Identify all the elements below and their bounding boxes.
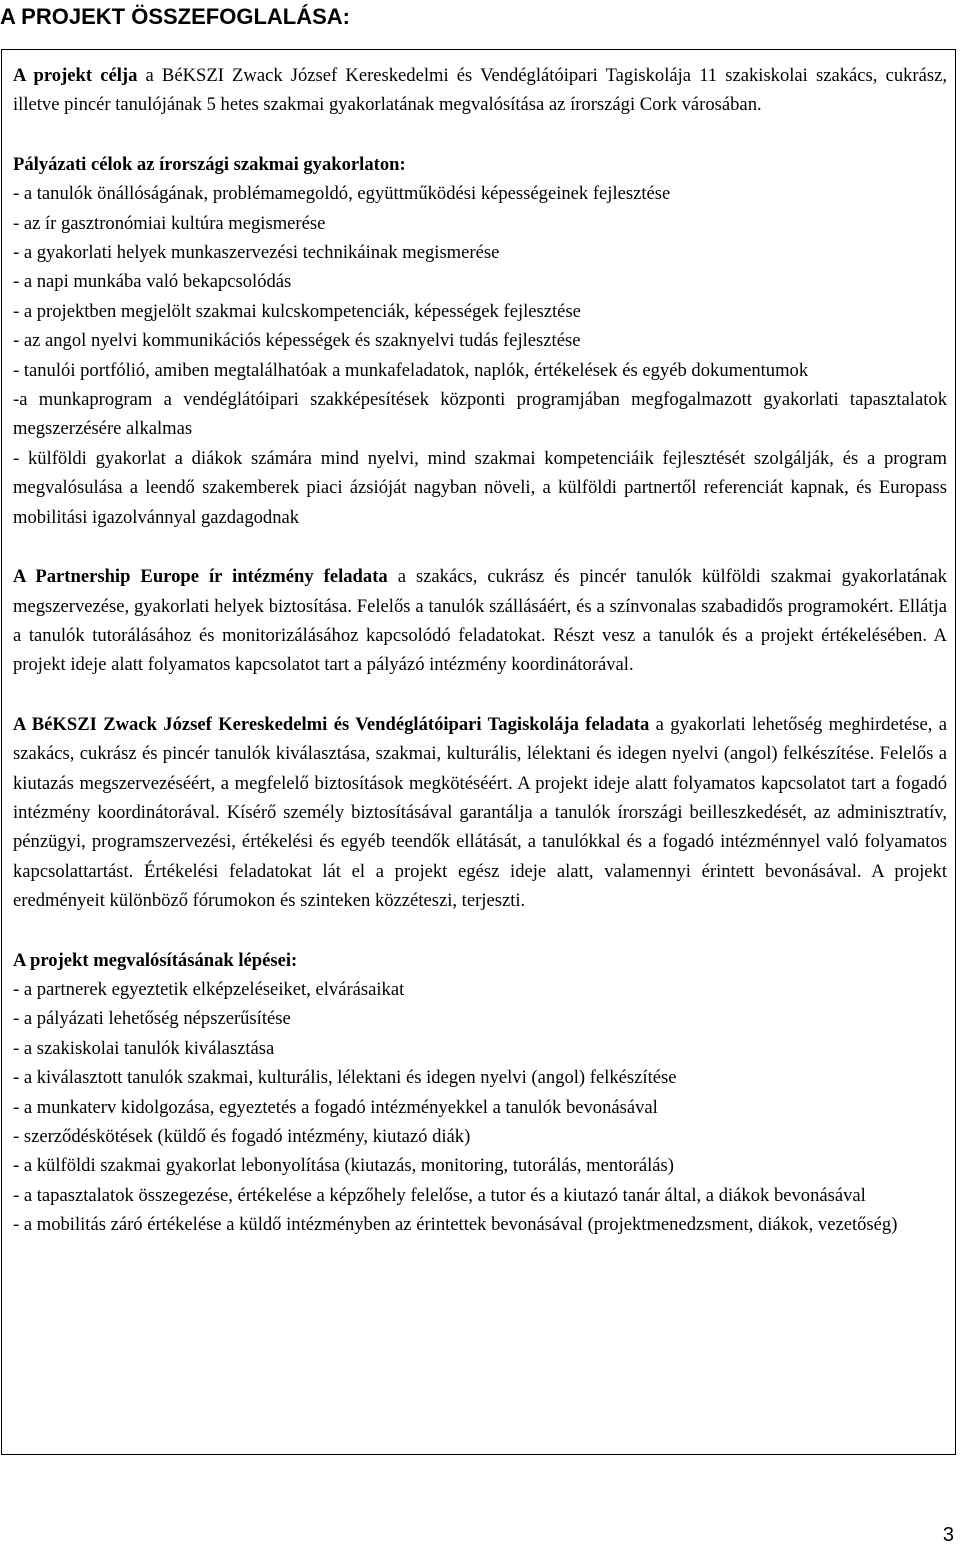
list-item: - az ír gasztronómiai kultúra megismerése: [13, 212, 326, 234]
partner-text: a szakács, cukrász és pincér tanulók külföldi szakmai gyakorlatának megszervezése, gyakorlati helyek biztosítása. Felelős a tanulók szállásáért, és a színvonalas szabadidős programokért. Ellátja a tanulók tutorálásához és monitorizálásához kapcsolódó feladatokat. Részt vesz a tanulók és a projekt értékelésében. A projekt ideje alatt folyamatos kapcsolatot tart a pályázó intézmény koordinátorával.: [13, 566, 947, 676]
goal-label: A projekt célja: [13, 65, 138, 86]
page-number: 3: [942, 1524, 954, 1546]
list-item: - a szakiskolai tanulók kiválasztása: [13, 1037, 275, 1059]
goal-text: a BéKSZI Zwack József Kereskedelmi és Vendéglátóipari Tagiskolája 11 szakiskolai szakács, cukrász, illetve pincér tanulójának 5 hetes szakmai gyakorlatának megvalósítása az írországi Cork városában.: [13, 65, 947, 116]
list-item: -a munkaprogram a vendéglátóipari szakképesítések központi programjában megfogalmazott gyakorlati tapasztalatok megszerzésére alkalmas: [13, 389, 947, 440]
list-item: - a partnerek egyeztetik elképzeléseiket, elvárásaikat: [13, 978, 405, 1000]
partner-paragraph: [13, 562, 947, 680]
list-item: - tanulói portfólió, amiben megtalálhatóak a munkafeladatok, naplók, értékelések és egyéb dokumentumok: [13, 359, 809, 381]
list-item: - külföldi gyakorlat a diákok számára mind nyelvi, mind szakmai kompetenciáik fejlesztését szolgálják, és a program megvalósulása a leendő szakemberek piaci ázsióját nagyban növeli, a külföldi partnertől referenciát kapnak, és Europass mobilitási igazolvánnyal gazdagodnak: [13, 447, 947, 528]
summary-content: [13, 61, 947, 1240]
list-item: - szerződéskötések (küldő és fogadó intézmény, kiutazó diák): [13, 1126, 471, 1147]
list-item: - a kiválasztott tanulók szakmai, kulturális, lélektani és idegen nyelvi (angol) felkészítése: [13, 1067, 677, 1089]
steps-title: A projekt megvalósításának lépései:: [13, 949, 298, 971]
school-label: A BéKSZI Zwack József Kereskedelmi és Vendéglátóipari Tagiskolája feladata: [13, 713, 650, 735]
list-item: - a gyakorlati helyek munkaszervezési technikáinak megismerése: [13, 242, 500, 264]
list-item: - a napi munkába való bekapcsolódás: [13, 271, 292, 293]
list-item: - a tanulók önállóságának, problémamegoldó, együttműködési képességeinek fejlesztése: [13, 183, 671, 205]
partner-label: A Partnership Europe ír intézmény feladata: [13, 566, 388, 588]
steps-list: [13, 975, 947, 1240]
list-item: - a mobilitás záró értékelése a küldő intézményben az érintettek bevonásával (projektmenedzsment, diákok, vezetőség): [13, 1214, 898, 1236]
school-paragraph: [13, 710, 947, 916]
objectives-list: [13, 179, 947, 532]
list-item: - a külföldi szakmai gyakorlat lebonyolítása (kiutazás, monitoring, tutorálás, mentorálás): [13, 1155, 674, 1177]
school-text: a gyakorlati lehetőség meghirdetése, a szakács, cukrász és pincér tanulók kiválasztása, szakmai, kulturális, lélektani és idegen nyelvi (angol) felkészítése. Felelős a kiutazás megszervezéséért, a megfelelő biztosítások megkötéséért. A projekt ideje alatt folyamatos kapcsolatot tart a fogadó intézmény koordinátorával. Kísérő személy biztosításával garantálja a tanulók írországi beilleszkedését, az adminisztratív, pénzügyi, programszervezési, értékelési és egyéb teendők ellátását, a tanulókkal és a fogadó intézménnyel való folyamatos kapcsolattartást. Értékelési feladatokat lát el a projekt egész ideje alatt, valamennyi érintett bevonásával. A projekt eredményeit különböző fórumokon és szinteken közzéteszi, terjeszti.: [13, 713, 947, 912]
list-item: - a tapasztalatok összegezése, értékelése a képzőhely felelőse, a tutor és a kiutazó tanár által, a diákok bevonásával: [13, 1184, 866, 1206]
objectives-title: Pályázati célok az írországi szakmai gyakorlaton:: [13, 153, 406, 175]
list-item: - a pályázati lehetőség népszerűsítése: [13, 1008, 291, 1030]
page-heading: A PROJEKT ÖSSZEFOGLALÁSA:: [0, 4, 350, 29]
goal-paragraph: [13, 61, 947, 120]
list-item: - az angol nyelvi kommunikációs képességek és szaknyelvi tudás fejlesztése: [13, 330, 581, 352]
list-item: - a munkaterv kidolgozása, egyeztetés a fogadó intézményekkel a tanulók bevonásával: [13, 1096, 658, 1118]
list-item: - a projektben megjelölt szakmai kulcskompetenciák, képességek fejlesztése: [13, 300, 581, 322]
